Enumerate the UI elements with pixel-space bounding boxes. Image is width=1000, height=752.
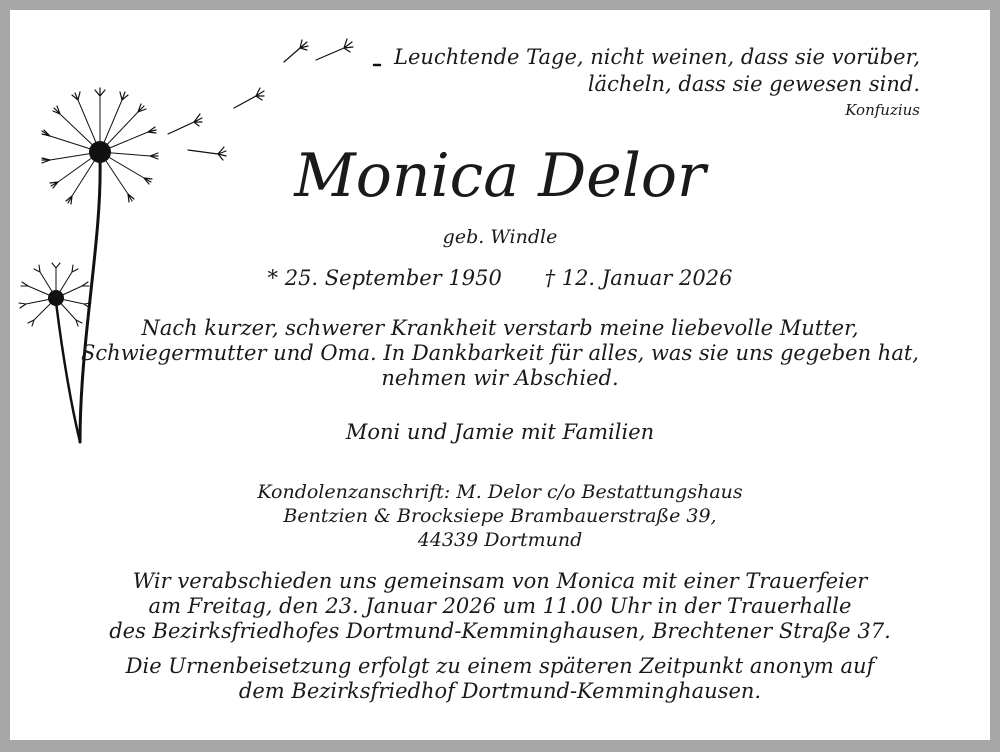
ceremony-line: am Freitag, den 23. Januar 2026 um 11.00 Uhr in der Trauerhalle [148,594,852,618]
quote [394,44,920,98]
announcement-text [10,316,990,391]
birth-date: * 25. September 1950 [267,266,502,290]
ceremony-line: Wir verabschieden uns gemeinsam von Monica mit einer Trauerfeier [132,569,868,593]
urn-line: Die Urnenbeisetzung erfolgt zu einem späteren Zeitpunkt anonym auf [125,654,875,678]
ceremony-line: des Bezirksfriedhofes Dortmund-Kemminghausen, Brechtener Straße 37. [109,619,891,643]
announcement-line: Schwiegermutter und Oma. In Dankbarkeit für alles, was sie uns gegeben hat, [81,341,919,365]
address-line: Bentzien & Brocksiepe Brambauerstraße 39, [283,505,717,527]
obituary-card [10,10,990,740]
ceremony-text [10,569,990,644]
urn-line: dem Bezirksfriedhof Dortmund-Kemminghausen. [238,679,762,703]
life-dates [10,266,990,290]
announcement-line: nehmen wir Abschied. [381,366,619,390]
address-line: 44339 Dortmund [417,529,583,551]
announcement-line: Nach kurzer, schwerer Krankheit verstarb meine liebevolle Mutter, [141,316,859,340]
quote-line: Leuchtende Tage, nicht weinen, dass sie vorüber, [394,45,920,69]
family-signature: Moni und Jamie mit Familien [345,420,655,444]
deceased-name: Monica Delor [294,141,706,211]
maiden-name: geb. Windle [442,226,558,248]
address-line: Kondolenzanschrift: M. Delor c/o Bestattungshaus [257,481,743,503]
condolence-address [10,480,990,552]
urn-burial-text [10,654,990,704]
quote-line: lächeln, dass sie gewesen sind. [587,72,920,96]
death-date: † 12. Januar 2026 [544,266,733,290]
quote-author: Konfuzius [845,101,920,119]
